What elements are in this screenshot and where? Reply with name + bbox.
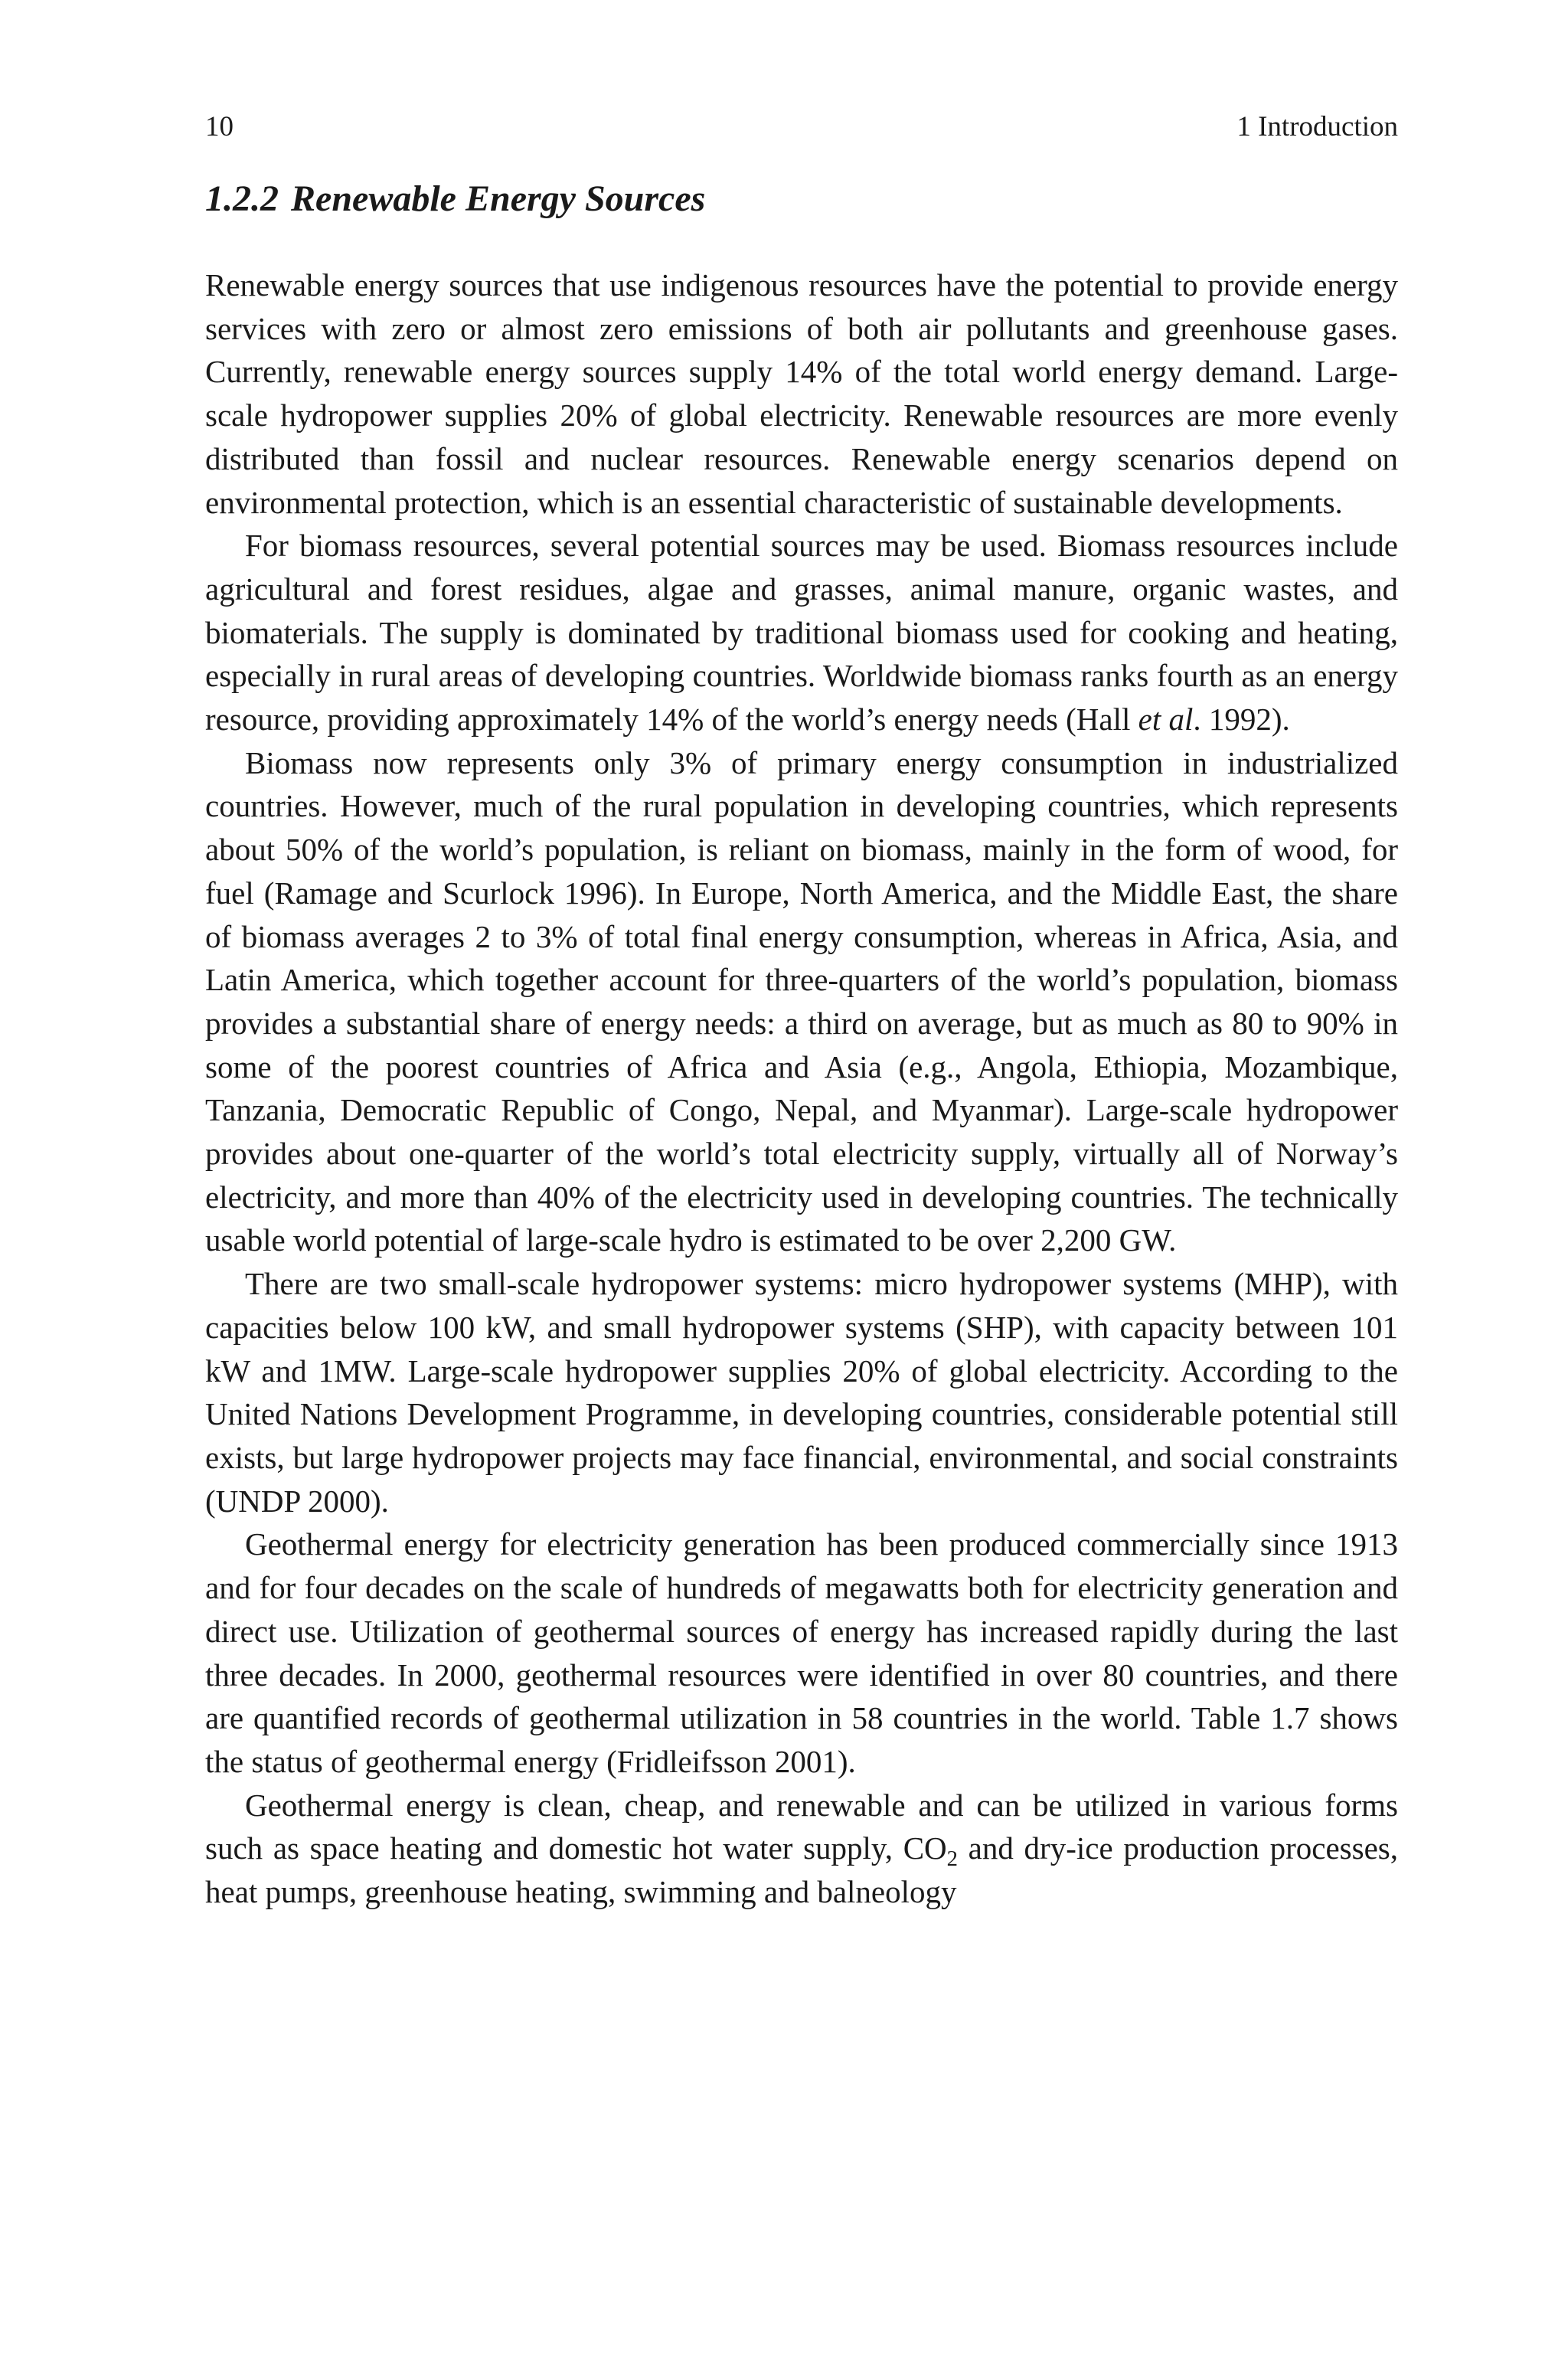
- citation-et-al: et al: [1138, 702, 1194, 738]
- paragraph-1: Renewable energy sources that use indigenous resources have the potential to provide energy services with zero or almost zero emissions of both air pollutants and greenhouse gases. Currently, renewable energy sources supply 14% of the total world energy demand. Large-scale hydropower supplies 20% of global electricity. Renewable resources are more evenly distributed than fossil and nuclear resources. Renewable energy scenarios depend on environmental protection, which is an essential characteristic of sustainable developments.: [205, 267, 1398, 520]
- page-number: 10: [205, 111, 234, 142]
- body-text: [205, 263, 1398, 1914]
- section-heading: [205, 175, 705, 224]
- subscript-2: 2: [946, 1846, 958, 1872]
- chapter-label: 1 Introduction: [1236, 111, 1398, 142]
- paragraph-5: Geothermal energy for electricity generation has been produced commercially since 1913 and for four decades on the scale of hundreds of megawatts both for electricity generation and direct use. Utilization of geothermal sources of energy has increased rapidly during the last three decades. In 2000, geothermal resources were identified in over 80 countries, and there are quantified records of geothermal utilization in 58 countries in the world. Table 1.7 shows the status of geothermal energy (Fridleifsson 2001).: [205, 1526, 1398, 1779]
- paragraph-2-text: For biomass resources, several potential sources may be used. Biomass resources include agricultural and forest residues, algae and grasses, animal manure, organic wastes, and biomaterials. The supply is dominated by traditional biomass used for cooking and heating, especially in rural areas of developing countries. Worldwide biomass ranks fourth as an energy resource, providing approximately 14% of the world’s energy needs (Hall: [205, 528, 1398, 738]
- section-title: Renewable Energy Sources: [291, 178, 706, 219]
- paragraph-6-text: Geothermal energy is clean, cheap, and renewable and can be utilized in various forms such as space heating and domestic hot water supply, CO: [205, 1787, 1398, 1866]
- paragraph-4: There are two small-scale hydropower systems: micro hydropower systems (MHP), with capacities below 100 kW, and small hydropower systems (SHP), with capacity between 101 kW and 1MW. Large-scale hydropower supplies 20% of global electricity. According to the United Nations Development Programme, in developing countries, considerable potential still exists, but large hydropower projects may face financial, environmental, and social constraints (UNDP 2000).: [205, 1266, 1398, 1519]
- paragraph-6-end: and dry-ice production processes, heat pumps, greenhouse heating, swimming and balneology: [205, 1830, 1398, 1910]
- paragraph-2: [205, 524, 1398, 741]
- paragraph-2-end: . 1992).: [1193, 702, 1290, 738]
- paragraph-6: [205, 1784, 1398, 1914]
- section-number: 1.2.2: [205, 178, 279, 219]
- running-head: [205, 104, 1398, 150]
- paragraph-3: Biomass now represents only 3% of primary energy consumption in industrialized countries. However, much of the rural population in developing countries, which represents about 50% of the world’s population, is reliant on biomass, mainly in the form of wood, for fuel (Ramage and Scurlock 1996). In Europe, North America, and the Middle East, the share of biomass averages 2 to 3% of total final energy consumption, whereas in Africa, Asia, and Latin America, which together account for three-quarters of the world’s population, biomass provides a substantial share of energy needs: a third on average, but as much as 80 to 90% in some of the poorest countries of Africa and Asia (e.g., Angola, Ethiopia, Mozambique, Tanzania, Democratic Republic of Congo, Nepal, and Myanmar). Large-scale hydropower provides about one-quarter of the world’s total electricity supply, virtually all of Norway’s electricity, and more than 40% of the electricity used in developing countries. The technically usable world potential of large-scale hydro is estimated to be over 2,200 GW.: [205, 744, 1398, 1258]
